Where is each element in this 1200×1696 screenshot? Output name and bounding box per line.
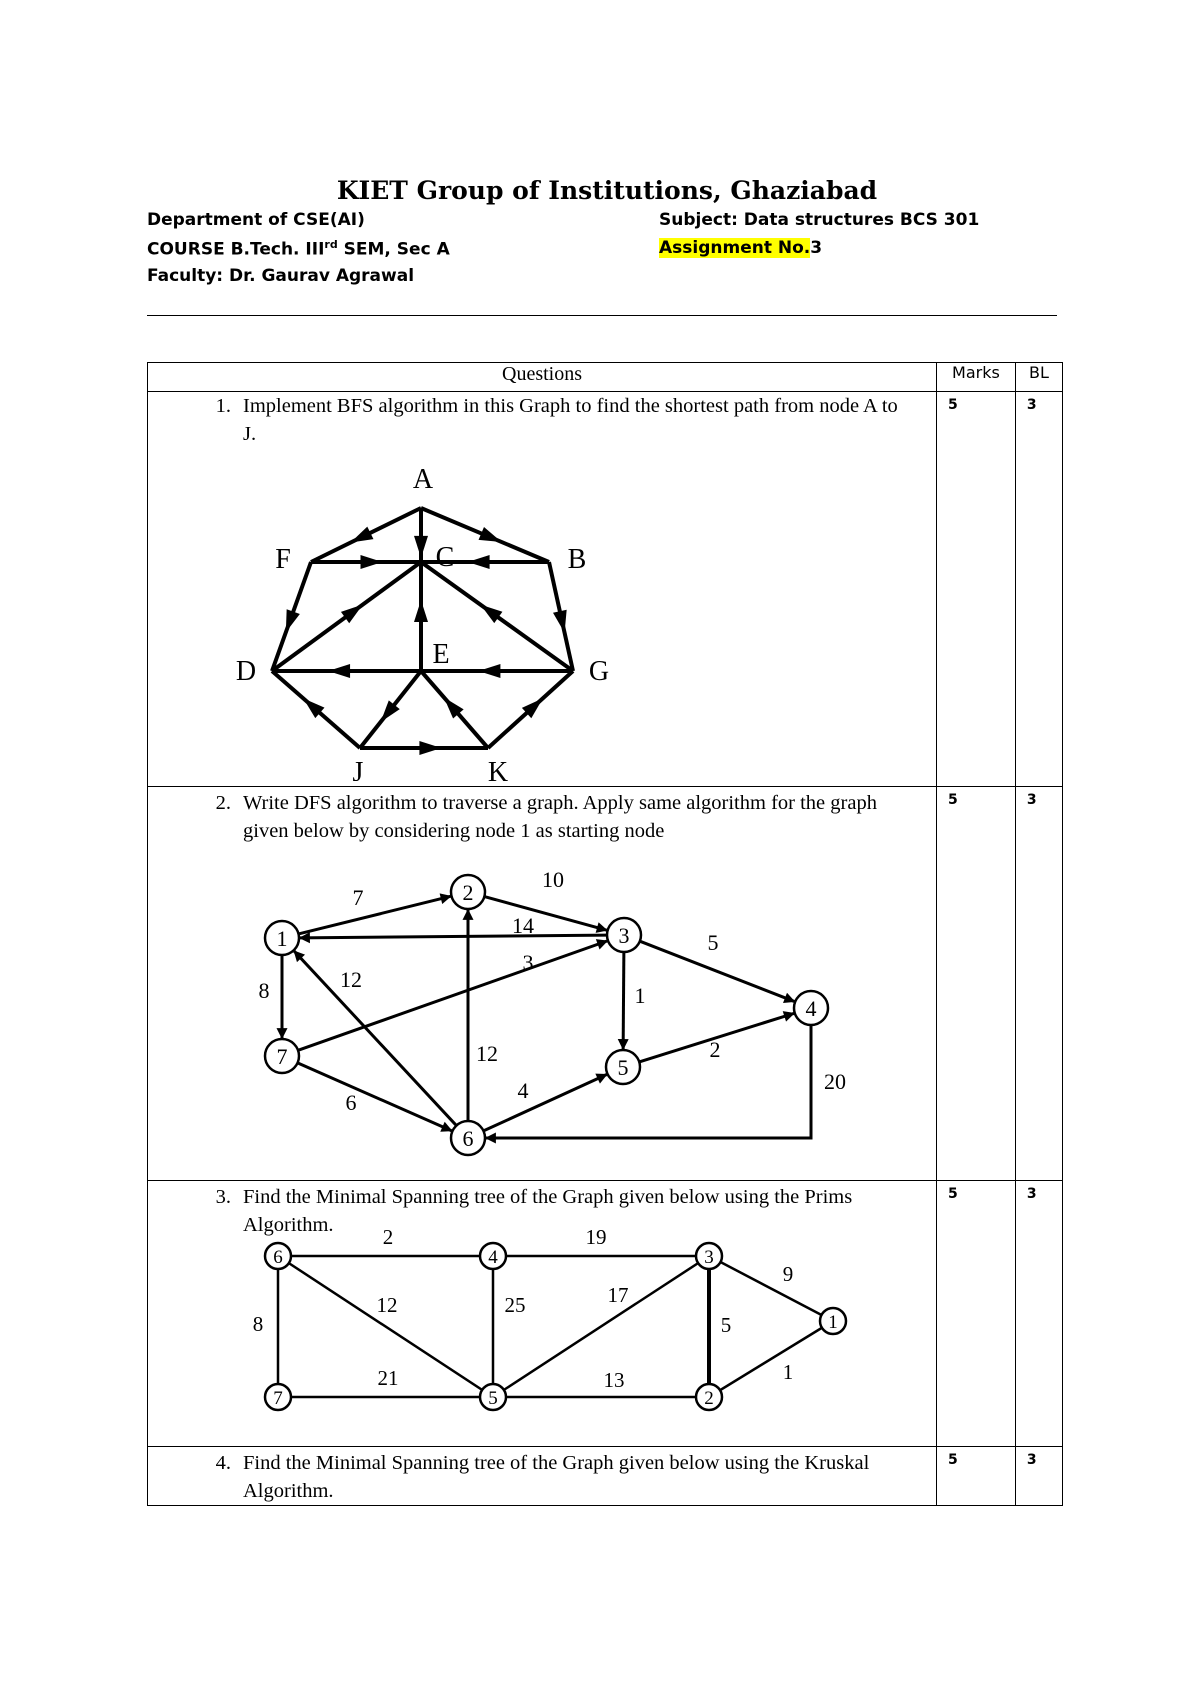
graph1-node-label-B: B <box>567 544 587 575</box>
question-text: Write DFS algorithm to traverse a graph. Apply same algorithm for the graph given below by considering node 1 as starting node <box>243 792 877 842</box>
graph1-node-label-F: F <box>275 544 291 575</box>
graph2-weight-label: 3 <box>522 950 534 975</box>
graph3-weight-label: 1 <box>782 1360 794 1384</box>
graph2-weight-label: 5 <box>707 930 719 955</box>
graph2-weight-label: 12 <box>340 967 362 992</box>
questions-table <box>147 362 1063 1506</box>
graph3-weight-label: 2 <box>382 1229 394 1249</box>
graph2-node-label: 1 <box>276 926 288 951</box>
graph3-weight-label: 9 <box>782 1262 794 1286</box>
graph2-node-label: 2 <box>462 880 474 905</box>
graph3-weight-label: 21 <box>377 1366 399 1390</box>
department: Department of CSE(AI) <box>147 210 365 230</box>
question-cell <box>148 392 937 787</box>
graph3-node-label: 6 <box>273 1247 283 1268</box>
institution-title: KIET Group of Institutions, Ghaziabad <box>336 176 878 205</box>
graph2-weight-label: 4 <box>517 1078 529 1103</box>
graph1-node-label-D: D <box>235 656 257 687</box>
graph1-node-label-K: K <box>487 757 509 781</box>
graph1-arrowhead <box>361 555 383 569</box>
graph2-weight-label: 7 <box>352 885 364 910</box>
graph1-node-label-J: J <box>352 757 364 781</box>
graph2-weight-label: 14 <box>512 913 534 938</box>
assignment-value: 3 <box>810 238 823 258</box>
question-number: 2. <box>215 792 231 814</box>
bl-value: 3 <box>1015 787 1062 1181</box>
graph1-node-label-G: G <box>588 656 610 687</box>
graph2-edge-4-6 <box>486 1025 811 1138</box>
graph3-node-label: 1 <box>828 1312 838 1333</box>
graph1-arrowhead <box>468 555 490 569</box>
bl-value: 3 <box>1015 1181 1062 1447</box>
graph3-weight-label: 8 <box>252 1312 264 1336</box>
graph2-node-label: 4 <box>805 996 817 1021</box>
assignment-label: Assignment No. <box>659 238 811 258</box>
graph2-weight-label: 10 <box>542 867 564 892</box>
marks-value: 5 <box>937 392 1016 787</box>
header-divider <box>147 315 1057 316</box>
graph2-weight-label: 20 <box>824 1069 846 1094</box>
graph3-edge-3-1 <box>709 1256 833 1321</box>
header-marks: Marks <box>937 363 1016 392</box>
graph1-node-label-C: C <box>435 542 455 573</box>
graph3-node-label: 7 <box>273 1388 283 1409</box>
graph2-weight-label: 2 <box>709 1037 721 1062</box>
graph2-weight-label: 8 <box>258 978 270 1003</box>
assignment-number <box>659 238 822 258</box>
graph1-diagram <box>148 448 936 781</box>
graph1-arrowhead <box>479 527 502 542</box>
marks-value: 5 <box>937 1447 1016 1506</box>
graph1-arrowhead <box>414 600 428 622</box>
subject: Subject: Data structures BCS 301 <box>659 210 980 230</box>
graph2-weight-label: 1 <box>634 983 646 1008</box>
question-number: 1. <box>215 395 231 417</box>
bl-value: 3 <box>1015 1447 1062 1506</box>
question-cell <box>148 1447 937 1506</box>
graph1-node-label-E: E <box>432 639 450 670</box>
table-header-row <box>148 363 1063 392</box>
question-number: 3. <box>215 1186 231 1208</box>
marks-value: 5 <box>937 1181 1016 1447</box>
graph3-edge-5-3 <box>493 1256 709 1397</box>
table-row <box>148 1447 1063 1506</box>
bl-value: 3 <box>1015 392 1062 787</box>
question-cell <box>148 787 937 1181</box>
table-row <box>148 1181 1063 1447</box>
graph3-weight-label: 13 <box>603 1368 625 1392</box>
graph2-node-label: 7 <box>276 1044 288 1069</box>
graph3-weight-label: 25 <box>504 1293 526 1317</box>
graph3-node-label: 3 <box>704 1247 714 1268</box>
graph3-node-label: 2 <box>704 1388 714 1409</box>
graph2-edge-1-2 <box>299 896 451 934</box>
graph2-edge-6-1 <box>294 951 456 1125</box>
question-cell <box>148 1181 937 1447</box>
graph2-node-label: 3 <box>618 923 630 948</box>
graph3-weight-label: 19 <box>585 1229 607 1249</box>
graph3-weight-label: 12 <box>376 1293 398 1317</box>
graph2-edge-2-3 <box>484 897 606 931</box>
graph2-weight-label: 6 <box>345 1090 357 1115</box>
graph1-arrowhead <box>419 741 441 755</box>
table-row <box>148 787 1063 1181</box>
graph2-node-label: 5 <box>617 1055 629 1080</box>
graph3-weight-label: 17 <box>607 1283 629 1307</box>
table-row <box>148 392 1063 787</box>
graph2-edge-3-1 <box>300 935 607 938</box>
graph2-edge-6-5 <box>483 1074 606 1130</box>
graph1-arrowhead <box>478 664 500 678</box>
question-number: 4. <box>215 1452 231 1474</box>
graph1-arrowhead <box>414 536 428 558</box>
header-bl: BL <box>1015 363 1062 392</box>
graph2-edge-3-5 <box>623 952 624 1049</box>
graph2-weight-label: 12 <box>476 1041 498 1066</box>
question-text: Implement BFS algorithm in this Graph to find the shortest path from node A to J. <box>243 395 898 445</box>
question-text: Find the Minimal Spanning tree of the Graph given below using the Kruskal Algorithm. <box>243 1452 870 1502</box>
question-text: Find the Minimal Spanning tree of the Graph given below using the Prims Algorithm. <box>243 1186 853 1236</box>
graph1-arrowhead <box>553 610 567 633</box>
course <box>147 238 450 260</box>
header-questions: Questions <box>148 363 937 392</box>
course-text-2: SEM, Sec A <box>337 239 450 260</box>
graph3-diagram <box>148 1229 936 1429</box>
course-text: COURSE B.Tech. III <box>147 239 325 260</box>
faculty: Faculty: Dr. Gaurav Agrawal <box>147 266 415 286</box>
graph1-arrowhead <box>351 527 374 543</box>
marks-value: 5 <box>937 787 1016 1181</box>
graph2-diagram <box>148 845 936 1175</box>
graph3-node-label: 4 <box>488 1247 498 1268</box>
graph1-arrowhead <box>328 664 350 678</box>
graph3-node-label: 5 <box>488 1388 498 1409</box>
course-superscript: rd <box>324 238 338 251</box>
graph2-edge-7-3 <box>298 941 607 1050</box>
graph3-weight-label: 5 <box>720 1313 732 1337</box>
graph1-arrowhead <box>286 609 300 632</box>
graph2-node-label: 6 <box>462 1126 474 1151</box>
graph1-node-label-A: A <box>412 464 434 495</box>
